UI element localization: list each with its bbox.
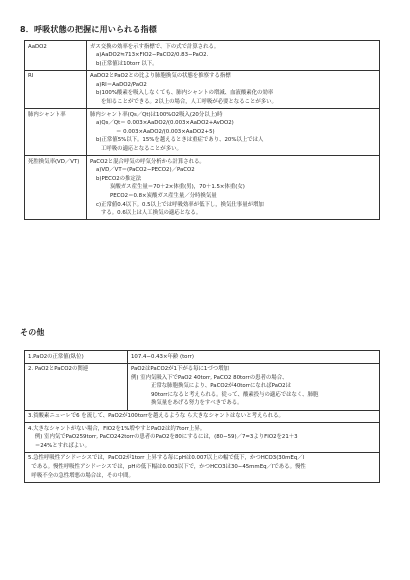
description-line: c)正常値0.4以下。0.5以上では呼吸効率が低下し，換気仕事量が増加 (96, 201, 264, 208)
description-line: ＝ 0.003×AaDO2/(0.003×AaDO2+5) (116, 128, 215, 135)
table-row (25, 41, 380, 71)
row-key: 2. PaO2とPaCO2の関連 (25, 363, 128, 410)
note-line: ＝24%とすればよい。 (28, 442, 90, 449)
description-line: a)Qs／Qt＝ 0.003×AaDO2/(0.003×AaDO2+AvDO2) (96, 120, 234, 127)
respiratory-indices-table (24, 40, 380, 220)
table-row (25, 351, 380, 364)
description-line: 正常な肺胞換気により、PaCO2が40torrになればPaO2は (151, 383, 291, 390)
description-line: a)AaDO2≒713×FIO2−PaCO2/0.83−PaO2. (96, 52, 209, 59)
description-line: a)RI＝AaDO2/PaO2 (96, 81, 147, 88)
row-description (87, 109, 380, 156)
description-line: b)PECO2の推定法 (96, 175, 142, 182)
note-row (25, 452, 380, 482)
description-line: 肺内シャント率(Qs／Qt)は100%O2吸入(20分以上)時 (90, 111, 223, 118)
description-line: 90torrになると考えられる。従って、酸素投与の適応ではなく、肺胞 (151, 391, 319, 398)
other-table (24, 350, 380, 483)
description-line: PaCO2と混合呼気の呼気分析から計算される。 (90, 158, 205, 165)
description-line: 工呼吸の適応となることが多い。 (101, 146, 182, 153)
note-row (25, 423, 380, 453)
row-key: 肺内シャント率 (25, 109, 87, 156)
description-line: ガス交換の効率を示す指標で、下の式で計算される。 (90, 43, 220, 50)
section-title-respiratory-indices: 8．呼吸状態の把握に用いられる指標 (20, 25, 157, 34)
note-line: 呼吸不全の急性増悪の場合は，その中間。 (28, 472, 134, 479)
description-line: AaDO2とPaO2との比より肺胞換気の状態を推察する指標 (90, 73, 231, 80)
description-line: PaO2はPaCO2が1下がる毎に1づつ増加 (131, 366, 229, 373)
table-row (25, 363, 380, 410)
description-line: b)正常値は10torr 以下。 (96, 60, 158, 67)
description-line: PECO2＝0.8×炭酸ガス産生量／分時換気量 (110, 193, 217, 199)
row-description (87, 156, 380, 220)
table-row (25, 156, 380, 220)
row-description (128, 351, 380, 364)
section-title-other: その他 (20, 328, 45, 337)
description-line: b)正常値5%以下。15%を越えるときは重症であり、20%以上では人 (96, 137, 264, 144)
row-key: 1.PaO2の正常値(臥位) (25, 351, 128, 364)
note-line: 4.大きなシャントがない場合，FIO2を1%増やすとPaO2は約7torr上昇。 (28, 425, 206, 432)
note-row (25, 410, 380, 423)
description-line: 107.4−0.43×年齢 (torr) (131, 353, 194, 360)
table-row (25, 70, 380, 108)
row-key: RI (25, 70, 87, 108)
description-line: する。0.6以上は人工換気の適応となる。 (101, 210, 202, 217)
description-line: 例) 室内気吸入下でPaO2 40torr, PaCO2 80torrの患者の場合、 (131, 374, 288, 381)
row-description (87, 70, 380, 108)
description-line: a)VD／VT＝(PaCO2−PECO2)／PaCO2 (96, 167, 195, 174)
row-key: AaDO2 (25, 41, 87, 71)
row-description (87, 41, 380, 71)
note-line: である。慢性呼吸性アシドーシスでは，pHの低下幅は0.003以下で，かつHCO3は30−45mmEq／lである。慢性 (28, 464, 306, 471)
row-description (128, 363, 380, 410)
note-cell (25, 452, 380, 482)
note-line: 5.急性呼吸性アシドーシスでは，PaCO2が1torr 上昇する毎にpHは0.007以上の幅で低下，かつHCO3(30mEq／l (28, 455, 305, 462)
table-row (25, 109, 380, 156)
description-line: を知ることができる。2以上の場合，人工呼吸が必要となることが多い。 (101, 99, 277, 106)
note-cell (25, 423, 380, 453)
description-line: b)100%酸素を吸入しなくても、肺内シャントの増減、血液酸素化の効率 (96, 90, 274, 97)
note-line: 3.貧酸素ニューレで6 を流して、PaO2が100torrを越えるような ら大きなシャントはないと考えられる。 (28, 413, 284, 420)
description-line: 炭酸ガス産生量＝70＋2×体重(男)，70＋1.5×体重(女) (110, 184, 245, 191)
description-line: 換気量をあげる努力をすべきである。 (151, 400, 243, 407)
row-key: 死腔換気率(VD／VT) (25, 156, 87, 220)
note-cell (25, 410, 380, 423)
note-line: 例) 室内気でPaO259torr, PaCO242torrの患者のPaO2を80にするには，(80−59)／7=3よりFIO2を21＋3 (28, 434, 298, 441)
